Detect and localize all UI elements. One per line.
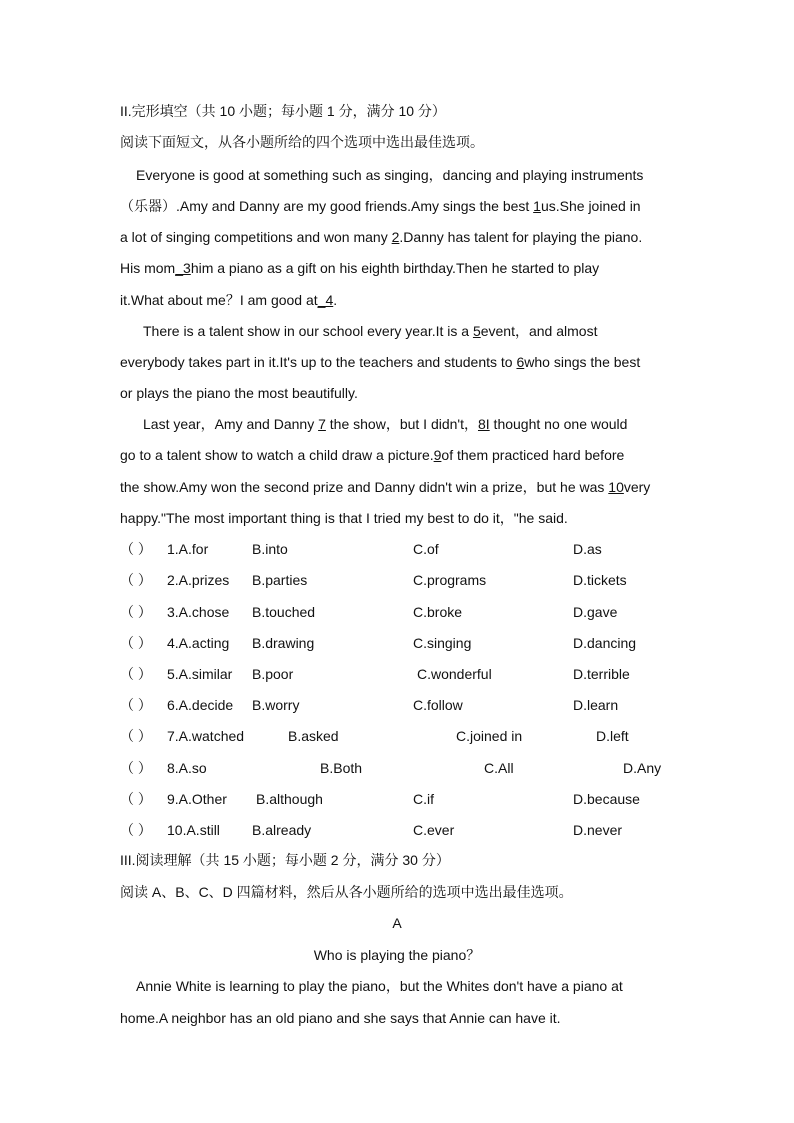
option-c: C.if bbox=[413, 791, 434, 807]
option-c: C.ever bbox=[413, 822, 455, 838]
option-b: B.Both bbox=[320, 760, 363, 776]
passage-line: （乐器）.Amy and Danny are my good friends.Amy sings the best 1us.She joined in bbox=[120, 198, 641, 214]
question-row bbox=[120, 664, 680, 684]
option-c: C.broke bbox=[413, 604, 463, 620]
option-d: D.left bbox=[596, 728, 629, 744]
passage-line: His mom_3him a piano as a gift on his eighth birthday.Then he started to play bbox=[120, 260, 600, 276]
passage-line: Everyone is good at something such as singing，dancing and playing instruments bbox=[136, 167, 644, 183]
blank-2: 2 bbox=[391, 229, 400, 245]
part-label: A bbox=[392, 915, 402, 931]
answer-paren[interactable]: （ ） bbox=[120, 541, 152, 557]
option-d: D.tickets bbox=[573, 572, 627, 588]
answer-paren[interactable]: （ ） bbox=[120, 604, 152, 620]
option-c: C.programs bbox=[413, 572, 487, 588]
answer-paren[interactable]: （ ） bbox=[120, 666, 152, 682]
option-b: B.drawing bbox=[252, 635, 315, 651]
passage-line: There is a talent show in our school every year.It is a 5event，and almost bbox=[143, 323, 598, 339]
blank-6: 6 bbox=[516, 354, 525, 370]
blank-1: 1 bbox=[533, 198, 541, 214]
option-c: C.All bbox=[484, 760, 514, 776]
answer-paren[interactable]: （ ） bbox=[120, 635, 152, 651]
question-row bbox=[120, 633, 680, 653]
passage-line: or plays the piano the most beautifully. bbox=[120, 385, 358, 401]
blank-4: _4 bbox=[317, 292, 334, 308]
option-b: B.poor bbox=[252, 666, 294, 682]
blank-9: 9 bbox=[433, 447, 442, 463]
answer-paren[interactable]: （ ） bbox=[120, 572, 152, 588]
option-b: B.into bbox=[252, 541, 288, 557]
answer-paren[interactable]: （ ） bbox=[120, 728, 152, 744]
option-a: 3.A.chose bbox=[167, 604, 230, 620]
option-b: B.touched bbox=[252, 604, 316, 620]
option-d: D.dancing bbox=[573, 635, 637, 651]
option-c: C.wonderful bbox=[417, 666, 492, 682]
option-a: 6.A.decide bbox=[167, 697, 234, 713]
section-3-instruction: 阅读 A、B、C、D 四篇材料，然后从各小题所给的选项中选出最佳选项。 bbox=[120, 884, 573, 900]
passage-line: go to a talent show to watch a child draw a picture.9of them practiced hard before bbox=[120, 447, 625, 463]
option-b: B.parties bbox=[252, 572, 308, 588]
answer-paren[interactable]: （ ） bbox=[120, 791, 152, 807]
passage-line: happy."The most important thing is that I tried my best to do it，"he said. bbox=[120, 510, 568, 526]
option-b: B.asked bbox=[288, 728, 339, 744]
option-b: B.already bbox=[252, 822, 312, 838]
option-a: 2.A.prizes bbox=[167, 572, 230, 588]
answer-paren[interactable]: （ ） bbox=[120, 822, 152, 838]
section-3-heading: III.阅读理解（共 15 小题；每小题 2 分，满分 30 分） bbox=[120, 852, 450, 868]
option-b: B.worry bbox=[252, 697, 300, 713]
blank-5: 5 bbox=[472, 323, 481, 339]
option-d: D.Any bbox=[623, 760, 662, 776]
passage-line: Last year，Amy and Danny 7 the show，but I didn't，8I thought no one would bbox=[143, 416, 628, 432]
blank-10: 10 bbox=[608, 479, 624, 495]
option-a: 8.A.so bbox=[167, 760, 207, 776]
blank-8: 8I bbox=[477, 416, 490, 432]
question-row bbox=[120, 820, 680, 840]
passage-title: Who is playing the piano？ bbox=[313, 947, 481, 963]
option-a: 9.A.Other bbox=[167, 791, 227, 807]
blank-7: 7 bbox=[318, 416, 326, 432]
option-d: D.because bbox=[573, 791, 640, 807]
passage-line: everybody takes part in it.It's up to the teachers and students to 6who sings the best bbox=[120, 354, 641, 370]
option-d: D.terrible bbox=[573, 666, 630, 682]
option-a: 1.A.for bbox=[167, 541, 209, 557]
option-d: D.learn bbox=[573, 697, 619, 713]
question-row bbox=[120, 789, 680, 809]
option-a: 7.A.watched bbox=[167, 728, 245, 744]
option-c: C.joined in bbox=[456, 728, 523, 744]
option-c: C.singing bbox=[413, 635, 472, 651]
option-d: D.as bbox=[573, 541, 602, 557]
option-d: D.gave bbox=[573, 604, 618, 620]
section-2-heading: II.完形填空（共 10 小题；每小题 1 分，满分 10 分） bbox=[120, 103, 446, 119]
question-row bbox=[120, 570, 680, 590]
option-a: 10.A.still bbox=[167, 822, 220, 838]
reading-line: home.A neighbor has an old piano and she says that Annie can have it. bbox=[120, 1010, 561, 1026]
option-d: D.never bbox=[573, 822, 623, 838]
passage-line: the show.Amy won the second prize and Danny didn't win a prize，but he was 10very bbox=[120, 479, 651, 495]
passage-line: it.What about me？I am good at_4. bbox=[120, 292, 338, 308]
passage-line: a lot of singing competitions and won many 2.Danny has talent for playing the piano. bbox=[120, 229, 643, 245]
question-row bbox=[120, 539, 680, 559]
section-2-instruction: 阅读下面短文，从各小题所给的四个选项中选出最佳选项。 bbox=[120, 134, 484, 150]
option-c: C.follow bbox=[413, 697, 463, 713]
answer-paren[interactable]: （ ） bbox=[120, 697, 152, 713]
reading-line: Annie White is learning to play the piano，but the Whites don't have a piano at bbox=[136, 978, 623, 994]
question-row bbox=[120, 758, 680, 778]
answer-paren[interactable]: （ ） bbox=[120, 760, 152, 776]
option-a: 4.A.acting bbox=[167, 635, 230, 651]
question-row bbox=[120, 695, 680, 715]
option-b: B.although bbox=[256, 791, 323, 807]
question-row bbox=[120, 726, 680, 746]
option-a: 5.A.similar bbox=[167, 666, 233, 682]
blank-3: _3 bbox=[175, 260, 191, 276]
option-c: C.of bbox=[413, 541, 439, 557]
question-row bbox=[120, 602, 680, 622]
